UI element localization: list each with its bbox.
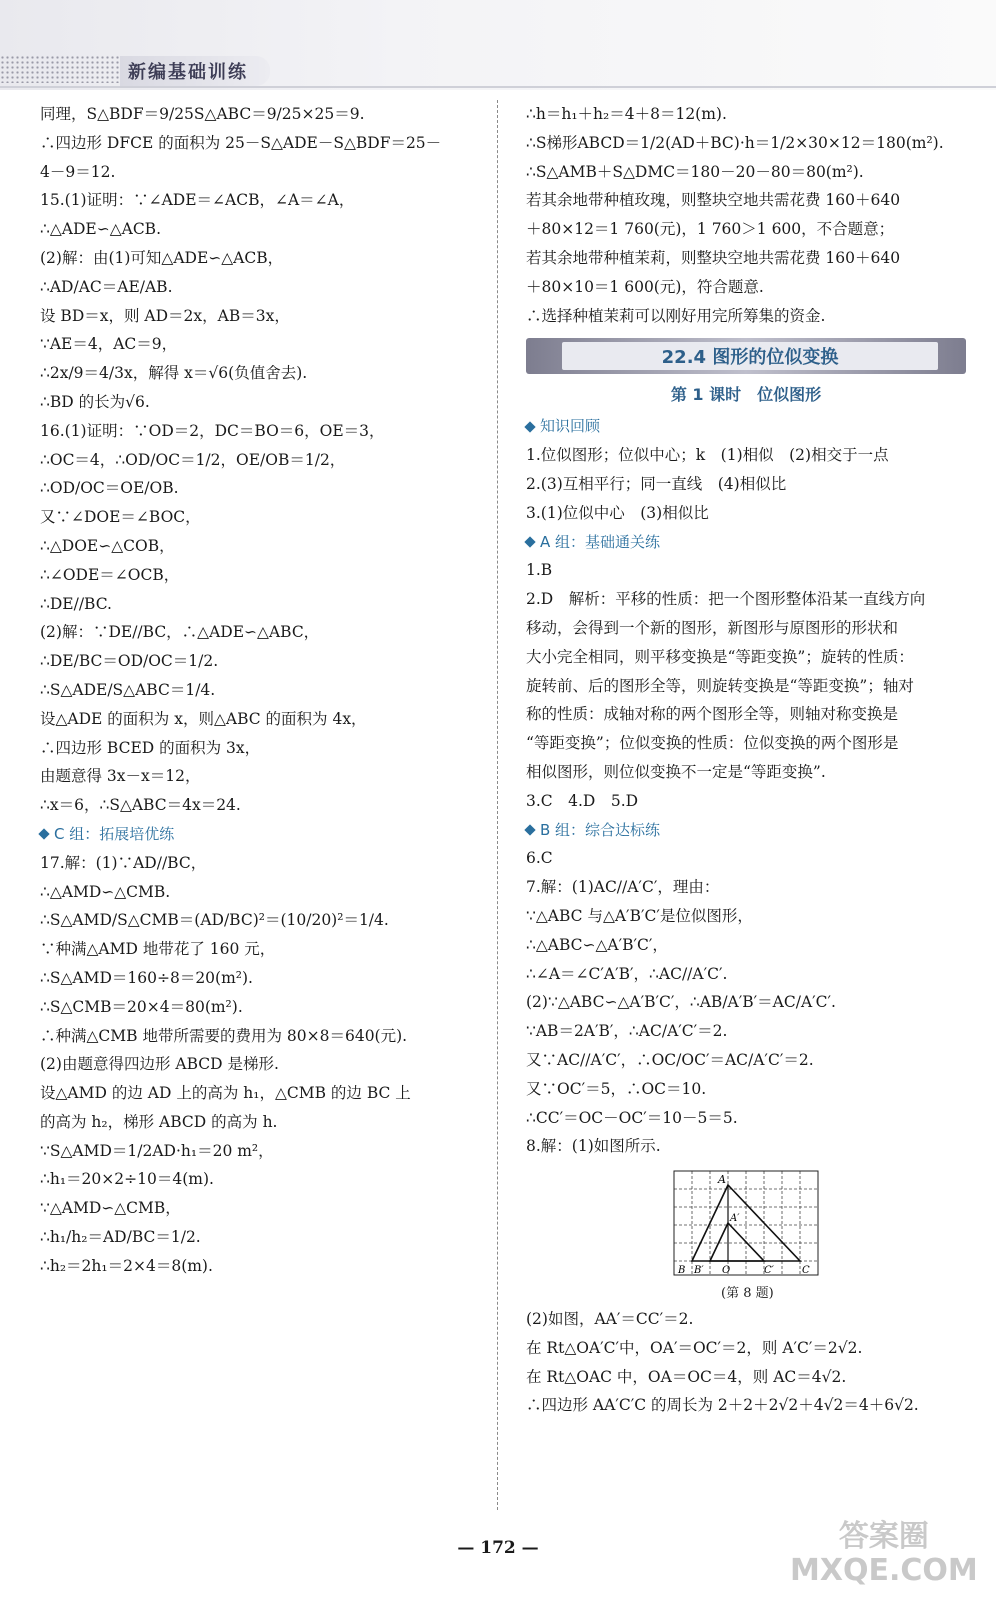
left-lines-line: 16.(1)证明：∵OD＝2，DC＝BO＝6，OE＝3，: [40, 421, 385, 440]
b-group-answers-2: [526, 1305, 966, 1420]
figure-grid: [674, 1171, 818, 1275]
label-c: C: [802, 1265, 810, 1277]
b-lines-line: (2)∵△ABC∽△A′B′C′，∴AB/A′B′＝AC/A′C′.: [526, 993, 836, 1012]
left-lines-line: ∴四边形 DFCE 的面积为 25－S△ADE－S△BDF＝25－: [40, 133, 442, 152]
left-lines-line: ∵AE＝4，AC＝9，: [40, 335, 178, 354]
left-lines-line: (2)解：∵DE//BC，∴△ADE∽△ABC，: [40, 623, 320, 642]
left-lines-2-line: ∴h₁/h₂＝AD/BC＝1/2.: [40, 1228, 201, 1247]
left-lines-line: ∴DE/BC＝OD/OC＝1/2.: [40, 652, 219, 671]
label-b: B: [678, 1265, 686, 1277]
left-answers-block-2: [40, 849, 480, 1281]
left-lines-line: 4－9＝12.: [40, 162, 116, 181]
left-lines-2-line: ∵种满△AMD 地带花了 160 元，: [40, 940, 276, 959]
label-o: O: [722, 1265, 731, 1277]
a-lines-line: 旋转前、后的图形全等，则旋转变换是“等距变换”；轴对: [526, 676, 914, 695]
a-lines-line: 大小完全相同，则平移变换是“等距变换”；旋转的性质：: [526, 647, 914, 666]
left-lines-2-line: ∴h₁＝20×2÷10＝4(m).: [40, 1170, 214, 1189]
section-heading-review: [526, 412, 966, 441]
lesson-title: 第 1 课时 位似图形: [670, 385, 822, 405]
a-lines-line: 3.C 4.D 5.D: [526, 791, 639, 810]
header-dot-pattern: [0, 55, 120, 83]
left-lines-line: ∴OC＝4，∴OD/OC＝1/2，OE/OB＝1/2，: [40, 450, 346, 469]
page-number: — 172 —: [457, 1538, 539, 1558]
a-lines-line: 移动，会得到一个新的图形，新图形与原图形的形状和: [526, 618, 899, 637]
label-a: A: [718, 1173, 726, 1187]
label-b-prime: B′: [694, 1265, 704, 1277]
right-lines-line: ∴S△AMB＋S△DMC＝180－20－80＝80(m²).: [526, 162, 864, 181]
left-lines-line: (2)解：由(1)可知△ADE∽△ACB，: [40, 248, 284, 267]
left-lines-line: 由题意得 3x－x＝12，: [40, 767, 201, 786]
right-lines-line: ∴选择种植茉莉可以刚好用完所筹集的资金.: [526, 306, 826, 325]
left-lines-line: ∴OD/OC＝OE/OB.: [40, 479, 179, 498]
left-lines-2-line: ∴种满△CMB 地带所需要的费用为 80×8＝640(元).: [40, 1026, 408, 1045]
b-lines-line: ∵AB＝2A′B′，∴AC/A′C′＝2.: [526, 1022, 728, 1041]
left-lines-2-line: (2)由题意得四边形 ABCD 是梯形.: [40, 1055, 279, 1074]
a-lines-line: 2.D 解析：平移的性质：把一个图形整体沿某一直线方向: [526, 590, 926, 609]
left-lines-2-line: ∵S△AMD＝1/2AD·h₁＝20 m²，: [40, 1141, 274, 1160]
label-a-prime: A′: [730, 1213, 740, 1225]
right-lines-line: ＋80×10＝1 600(元)，符合题意.: [526, 277, 764, 296]
b-lines-2-line: (2)如图，AA′＝CC′＝2.: [526, 1310, 694, 1329]
diamond-icon: [524, 536, 535, 547]
right-lines-line: 若其余地带种植茉莉，则整块空地共需花费 160＋640: [526, 248, 901, 267]
right-lines-line: ∴h＝h₁＋h₂＝4＋8＝12(m).: [526, 105, 727, 123]
left-lines-line: 15.(1)证明：∵∠ADE＝∠ACB，∠A＝∠A，: [40, 191, 355, 210]
b-group-answers: [526, 844, 966, 1161]
left-lines-2-line: ∴△AMD∽△CMB.: [40, 882, 171, 901]
chapter-banner-title: 22.4 图形的位似变换: [562, 342, 938, 370]
left-lines-line: ∴AD/AC＝AE/AB.: [40, 277, 173, 296]
label-c-prime: C′: [764, 1265, 774, 1277]
left-lines-line: ∴△ADE∽△ACB.: [40, 220, 161, 239]
b-lines-line: 7.解：(1)AC//A′C′，理由：: [526, 878, 720, 897]
left-lines-line: ∴四边形 BCED 的面积为 3x，: [40, 738, 261, 757]
right-lines-line: 若其余地带种植玫瑰，则整块空地共需花费 160＋640: [526, 191, 901, 210]
b-lines-line: ∴CC′＝OC－OC′＝10－5＝5.: [526, 1108, 738, 1127]
review-answers: [526, 441, 966, 527]
left-lines-line: 同理，S△BDF＝9/25S△ABC＝9/25×25＝9.: [40, 105, 365, 123]
b-lines-line: ∵△ABC 与△A′B′C′是位似图形，: [526, 906, 753, 925]
a-group-answers: [526, 556, 966, 815]
review-lines-line: 2.(3)互相平行；同一直线 (4)相似比: [526, 474, 787, 493]
left-lines-line: ∴∠ODE＝∠OCB，: [40, 565, 180, 584]
left-answers-block: [40, 100, 480, 820]
left-lines-line: ∴2x/9＝4/3x，解得 x＝√6(负值舍去).: [40, 364, 308, 383]
left-lines-line: 设△ADE 的面积为 x，则△ABC 的面积为 4x，: [40, 709, 367, 728]
left-lines-2-line: ∴h₂＝2h₁＝2×4＝8(m).: [40, 1256, 213, 1275]
left-lines-2-line: ∴S△AMD/S△CMB＝(AD/BC)²＝(10/20)²＝1/4.: [40, 911, 389, 930]
watermark-logo: 答案圈 MXQE.COM: [790, 1519, 978, 1588]
left-lines-2-line: ∵△AMD∽△CMB，: [40, 1199, 181, 1218]
b-lines-2-line: 在 Rt△OAC 中，OA＝OC＝4，则 AC＝4√2.: [526, 1367, 847, 1386]
b-lines-line: ∴∠A＝∠C′A′B′，∴AC//A′C′.: [526, 964, 728, 983]
a-lines-line: 1.B: [526, 561, 553, 580]
a-lines-line: 称的性质：成轴对称的两个图形全等，则轴对称变换是: [526, 705, 899, 724]
section-heading-c-text: C 组：拓展培优练: [54, 824, 175, 843]
triangle-a2b2c2: [710, 1223, 764, 1261]
grid-figure: [666, 1167, 826, 1279]
section-heading-b-text: B 组：综合达标练: [540, 820, 661, 839]
left-lines-line: ∴x＝6，∴S△ABC＝4x＝24.: [40, 796, 241, 815]
right-lines-line: ∴S梯形ABCD＝1/2(AD＋BC)·h＝1/2×30×12＝180(m²).: [526, 133, 944, 152]
left-lines-line: ∴S△ADE/S△ABC＝1/4.: [40, 680, 216, 699]
section-heading-review-text: 知识回顾: [540, 417, 601, 436]
header-rule: [0, 86, 996, 88]
left-lines-2-line: 设△AMD 的边 AD 上的高为 h₁，△CMB 的边 BC 上: [40, 1084, 411, 1103]
b-lines-line: 又∵OC′＝5，∴OC＝10.: [526, 1079, 707, 1098]
section-heading-b: [526, 816, 966, 845]
left-lines-line: ∴DE//BC.: [40, 594, 112, 613]
left-lines-2-line: ∴S△CMB＝20×4＝80(m²).: [40, 997, 243, 1016]
diamond-icon: [38, 829, 49, 840]
diamond-icon: [524, 824, 535, 835]
left-lines-line: ∴△DOE∽△COB，: [40, 536, 175, 555]
review-lines-line: 3.(1)位似中心 (3)相似比: [526, 503, 709, 522]
b-lines-line: 6.C: [526, 849, 553, 868]
section-heading-c: [40, 820, 480, 849]
b-lines-line: 8.解：(1)如图所示.: [526, 1137, 661, 1156]
right-lines-line: ＋80×12＝1 760(元)，1 760＞1 600，不合题意；: [526, 220, 895, 239]
header-brand: 新编基础训练: [120, 56, 270, 86]
review-lines-line: 1.位似图形；位似中心；k (1)相似 (2)相交于一点: [526, 446, 889, 465]
a-lines-line: 相似图形，则位似变换不一定是“等距变换”.: [526, 762, 826, 781]
figure-caption: (第 8 题): [721, 1286, 774, 1302]
b-lines-line: 又∵AC//A′C′，∴OC/OC′＝AC/A′C′＝2.: [526, 1050, 814, 1069]
right-answers-block: [526, 100, 966, 330]
chapter-banner: [526, 338, 966, 374]
section-heading-a-text: A 组：基础通关练: [540, 532, 661, 551]
column-divider: [497, 100, 499, 1510]
right-column: [526, 100, 966, 1420]
left-lines-line: 设 BD＝x，则 AD＝2x，AB＝3x，: [40, 306, 290, 325]
diamond-icon: [524, 421, 535, 432]
section-heading-a: [526, 528, 966, 557]
left-lines-line: 又∵∠DOE＝∠BOC，: [40, 508, 201, 527]
page-header: [0, 0, 996, 90]
left-lines-2-line: 17.解：(1)∵AD//BC，: [40, 853, 207, 872]
left-lines-2-line: ∴S△AMD＝160÷8＝20(m²).: [40, 968, 253, 987]
b-lines-line: ∴△ABC∽△A′B′C′，: [526, 935, 668, 954]
left-lines-line: ∴BD 的长为√6.: [40, 392, 150, 411]
a-lines-line: “等距变换”；位似变换的性质：位似变换的两个图形是: [526, 734, 899, 753]
b-lines-2-line: ∴四边形 AA′C′C 的周长为 2＋2＋2√2＋4√2＝4＋6√2.: [526, 1396, 919, 1415]
left-lines-2-line: 的高为 h₂，梯形 ABCD 的高为 h.: [40, 1112, 278, 1131]
b-lines-2-line: 在 Rt△OA′C′中，OA′＝OC′＝2，则 A′C′＝2√2.: [526, 1338, 863, 1357]
left-column: [40, 100, 480, 1281]
